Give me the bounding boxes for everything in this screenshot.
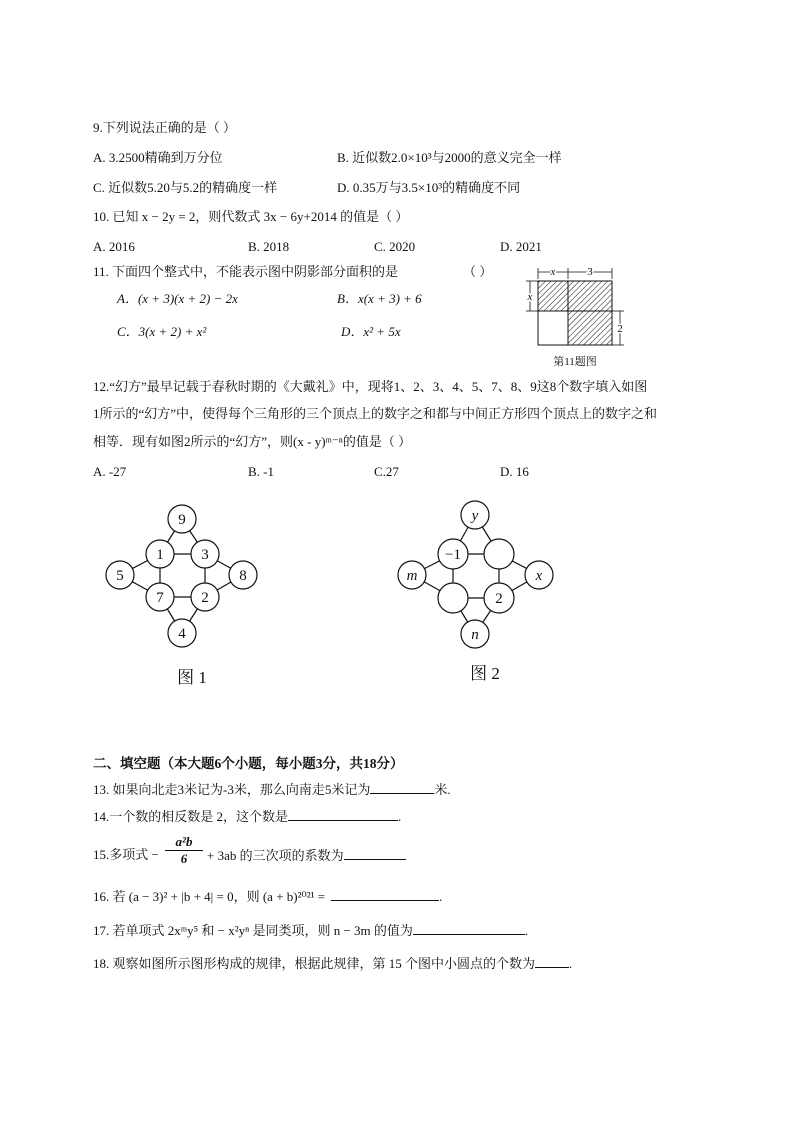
section-2-title: 二、填空题（本大题6个小题，每小题3分，共18分）	[93, 756, 404, 771]
q12-option-d: D. 16	[500, 464, 529, 479]
q12-line3: 相等．现有如图2所示的“幻方”，则(x - y)ᵐ⁻ⁿ的值是（ ）	[93, 434, 412, 449]
q10-option-b: B. 2018	[248, 239, 290, 254]
q17-end: .	[524, 923, 529, 938]
q11-fig-top-x: x	[550, 266, 556, 278]
q17-answer-blank[interactable]	[413, 921, 525, 935]
q10-option-a: A. 2016	[93, 239, 135, 254]
q11-option-b: B．x(x + 3) + 6	[337, 291, 422, 306]
shaded-rect-bottom	[568, 311, 612, 345]
q11-option-d: D．x² + 5x	[341, 324, 401, 339]
q9-option-a: A. 3.2500精确到万分位	[93, 150, 223, 165]
q13-text: 13. 如果向北走3米记为-3米，那么向南走5米记为	[93, 782, 371, 797]
q17-text: 17. 若单项式 2xᵐy⁵ 和 − x²yⁿ 是同类项，则 n − 3m 的值为	[93, 923, 413, 938]
q11-option-c: C．3(x + 2) + x²	[117, 324, 207, 339]
q17	[93, 921, 528, 940]
q11-fig-left-x: x	[527, 291, 533, 303]
q18-end: .	[569, 956, 573, 971]
fig2-node-lr: 2	[495, 591, 503, 607]
q11-fig-caption: 第11题图	[553, 356, 597, 368]
q11-stem: 11. 下面四个整式中，不能表示图中阴影部分面积的是	[93, 264, 399, 279]
q11-fig-top-3: 3	[587, 266, 593, 278]
q12-line1: 12.“幻方”最早记载于春秋时期的《大戴礼》中，现将1、2、3、4、5、7、8、9这8个数字填入如图	[93, 379, 648, 394]
q16-text: 16. 若 (a − 3)² + |b + 4| = 0，则 (a + b)²⁰²¹ =	[93, 889, 326, 904]
q11-paren: （ ）	[463, 264, 493, 279]
q15-prefix: 15.多项式 −	[93, 847, 159, 862]
q14	[93, 807, 401, 826]
q15-answer-blank[interactable]	[344, 846, 406, 860]
magic-square-figure-2	[392, 496, 567, 691]
q12-line2: 1所示的“幻方”中，使得每个三角形的三个顶点上的数字之和都与中间正方形四个顶点上的数字之和	[93, 406, 658, 421]
q11-option-a: A．(x + 3)(x + 2) − 2x	[117, 291, 238, 306]
q9-option-b: B. 近似数2.0×10³与2000的意义完全一样	[337, 150, 562, 165]
q10-option-c: C. 2020	[374, 239, 416, 254]
fig2-node-ul: −1	[445, 547, 461, 563]
q18-text: 18. 观察如图所示图形构成的规律，根据此规律，第 15 个图中小圆点的个数为	[93, 956, 536, 971]
q15-denominator: 6	[180, 851, 188, 866]
q9-option-c: C. 近似数5.20与5.2的精确度一样	[93, 180, 278, 195]
q16-end: .	[439, 889, 443, 904]
fig1-node-lr: 2	[201, 590, 209, 606]
q18-answer-blank[interactable]	[535, 954, 569, 968]
q16-answer-blank[interactable]	[331, 887, 439, 901]
q14-answer-blank[interactable]	[288, 807, 398, 821]
q16	[93, 887, 442, 906]
fig1-node-left: 5	[116, 568, 124, 584]
fig1-node-top: 9	[178, 512, 186, 528]
shaded-square	[538, 281, 568, 311]
q10-option-d: D. 2021	[500, 239, 542, 254]
q13-unit: 米.	[434, 782, 451, 797]
q18	[93, 954, 572, 973]
fig2-caption: 图 2	[470, 664, 500, 683]
q12-option-a: A. -27	[93, 464, 127, 479]
q15-fraction	[165, 834, 203, 867]
fig1-node-right: 8	[239, 568, 247, 584]
q14-text: 14.一个数的相反数是 2，这个数是	[93, 809, 289, 824]
q9-stem: 9.下列说法正确的是（ ）	[93, 120, 237, 135]
q13-answer-blank[interactable]	[370, 780, 434, 794]
shaded-rect-top	[568, 281, 612, 311]
fig2-node-top: y	[471, 508, 479, 524]
q15-numerator: a²b	[165, 834, 203, 851]
fig2-node-bottom: n	[471, 627, 479, 643]
q15-rest	[207, 846, 406, 865]
fig1-node-ll: 7	[156, 590, 164, 606]
q10-stem: 10. 已知 x − 2y = 2，则代数式 3x − 6y+2014 的值是（ ）	[93, 209, 409, 224]
q12-option-c: C.27	[374, 464, 399, 479]
fig1-node-ur: 3	[201, 547, 209, 563]
q14-end: .	[398, 809, 402, 824]
fig2-node-left: m	[406, 568, 418, 584]
q13	[93, 780, 451, 799]
q11-figure	[518, 263, 628, 371]
magic-square-figure-1	[100, 500, 270, 695]
fig1-caption: 图 1	[177, 668, 207, 687]
q11-fig-right-2: 2	[617, 323, 623, 335]
fig1-node-bottom: 4	[178, 626, 186, 642]
q15-text: + 3ab 的三次项的系数为	[207, 848, 344, 863]
fig1-node-ul: 1	[156, 547, 164, 563]
q12-option-b: B. -1	[248, 464, 274, 479]
fig2-node-right: x	[535, 568, 543, 584]
q9-option-d: D. 0.35万与3.5×10³的精确度不同	[337, 180, 521, 195]
